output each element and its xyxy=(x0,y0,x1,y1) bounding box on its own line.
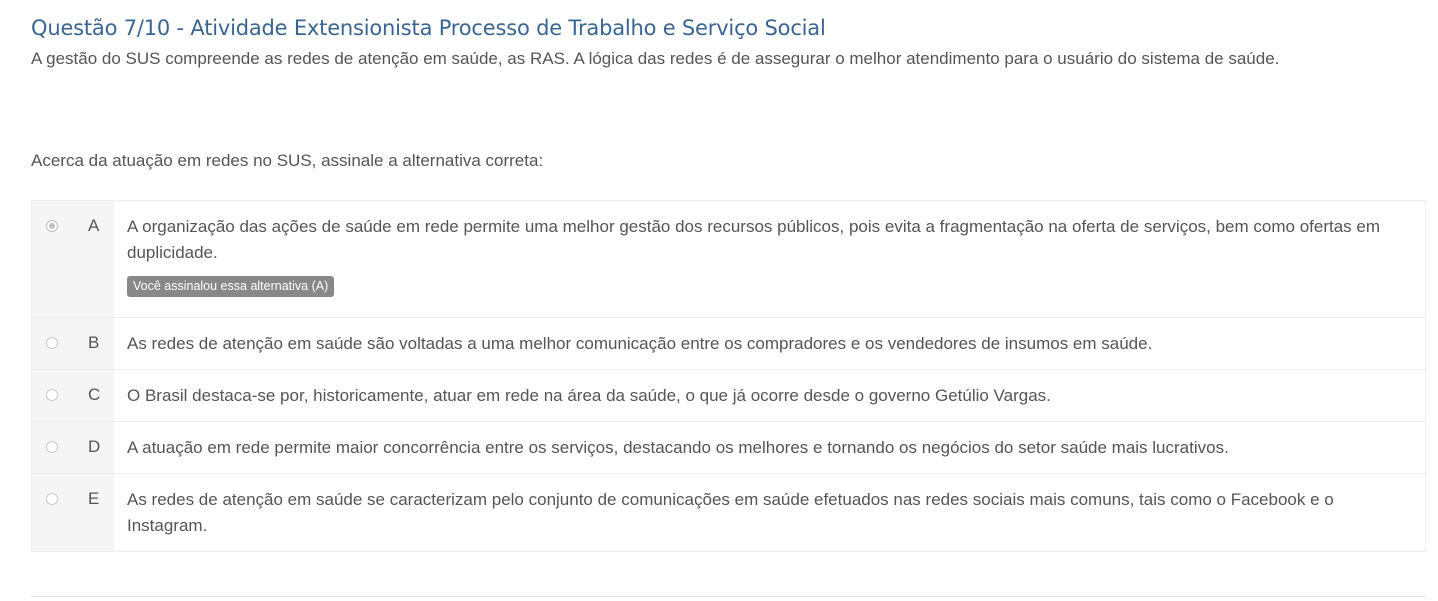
option-gutter xyxy=(32,318,114,369)
radio-icon[interactable] xyxy=(46,493,58,505)
option-content xyxy=(114,474,1425,551)
answer-options-list xyxy=(31,200,1426,552)
option-content xyxy=(114,422,1425,473)
option-text: As redes de atenção em saúde se caracterizam pelo conjunto de comunicações em saúde efetuados nas redes sociais mais comuns, tais como o Facebook e o Instagram. xyxy=(127,490,1334,535)
question-intro: A gestão do SUS compreende as redes de atenção em saúde, as RAS. A lógica das redes é de assegurar o melhor atendimento para o usuário do sistema de saúde. xyxy=(31,49,1280,68)
option-letter: B xyxy=(88,333,100,352)
option-e[interactable] xyxy=(32,474,1425,551)
option-letter: C xyxy=(88,385,101,404)
option-gutter xyxy=(32,474,114,551)
option-text: A organização das ações de saúde em rede permite uma melhor gestão dos recursos públicos, pois evita a fragmentação na oferta de serviços, bem como ofertas em duplicidade. xyxy=(127,217,1381,262)
radio-icon[interactable] xyxy=(46,337,58,349)
radio-icon[interactable] xyxy=(46,441,58,453)
option-content xyxy=(114,201,1425,317)
option-d[interactable] xyxy=(32,422,1425,474)
option-c[interactable] xyxy=(32,370,1425,422)
option-text: O Brasil destaca-se por, historicamente, atuar em rede na área da saúde, o que já ocorre desde o governo Getúlio Vargas. xyxy=(127,386,1051,405)
option-letter: D xyxy=(88,437,101,456)
question-prompt: Acerca da atuação em redes no SUS, assinale a alternativa correta: xyxy=(31,151,544,170)
option-letter: E xyxy=(88,489,100,508)
radio-selected-icon[interactable] xyxy=(46,220,58,232)
option-letter: A xyxy=(88,216,100,235)
option-gutter xyxy=(32,201,114,317)
option-a[interactable] xyxy=(32,201,1425,318)
option-content xyxy=(114,370,1425,421)
option-content xyxy=(114,318,1425,369)
option-gutter xyxy=(32,370,114,421)
radio-icon[interactable] xyxy=(46,389,58,401)
selected-answer-badge: Você assinalou essa alternativa (A) xyxy=(127,276,334,297)
option-b[interactable] xyxy=(32,318,1425,370)
option-gutter xyxy=(32,422,114,473)
question-title: Questão 7/10 - Atividade Extensionista Processo de Trabalho e Serviço Social xyxy=(31,16,826,40)
divider xyxy=(31,596,1426,597)
option-text: As redes de atenção em saúde são voltadas a uma melhor comunicação entre os compradores e os vendedores de insumos em saúde. xyxy=(127,334,1153,353)
option-text: A atuação em rede permite maior concorrência entre os serviços, destacando os melhores e tornando os negócios do setor saúde mais lucrativos. xyxy=(127,438,1229,457)
